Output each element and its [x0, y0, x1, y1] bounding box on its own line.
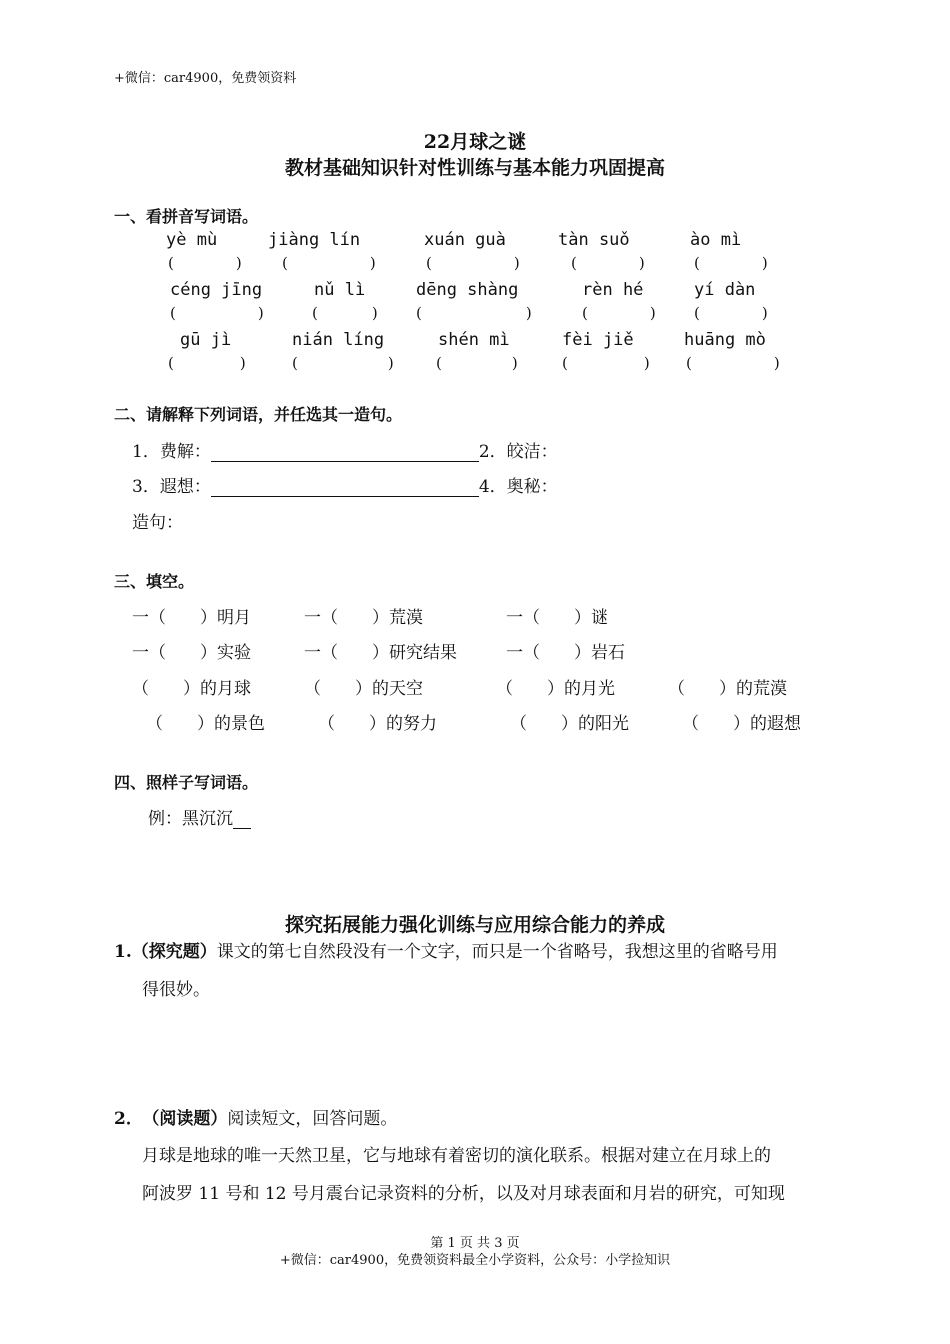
answer-blank[interactable]: ( )	[571, 254, 645, 272]
pinyin-word: dēng shàng	[416, 280, 519, 300]
fill-blank[interactable]: 一（ ）研究结果	[304, 643, 457, 663]
pinyin-word: shén mì	[438, 330, 510, 350]
example-text: 例：黑沉沉	[148, 809, 233, 829]
pinyin-word: fèi jiě	[562, 330, 634, 350]
fill-blank[interactable]: （ ）的努力	[318, 714, 437, 734]
section-3-heading: 三、填空。	[114, 572, 195, 591]
fill-blank[interactable]: （ ）的天空	[304, 679, 423, 699]
answer-blank[interactable]: ( )	[562, 354, 650, 372]
fill-blank[interactable]: （ ）的月光	[496, 679, 615, 699]
pinyin-word: nǔ lì	[314, 280, 366, 300]
q2-tag: （阅读题）	[150, 1109, 228, 1129]
answer-blank[interactable]: ( )	[582, 304, 656, 322]
section-1-heading: 一、看拼音写词语。	[114, 207, 259, 226]
answer-blank[interactable]: ( )	[694, 304, 768, 322]
pinyin-word: rèn hé	[582, 280, 644, 300]
q1-continuation: 得很妙。	[142, 980, 210, 1000]
fill-blank[interactable]: （ ）的遐想	[682, 714, 801, 734]
lesson-title: 22月球之谜	[423, 131, 527, 153]
page-subtitle: 教材基础知识针对性训练与基本能力巩固提高	[284, 157, 665, 179]
page-number: 第 1 页 共 3 页	[430, 1236, 520, 1251]
pinyin-word: ào mì	[690, 230, 742, 250]
answer-line[interactable]	[211, 478, 479, 497]
define-item-1	[132, 437, 558, 462]
answer-blank[interactable]: ( )	[686, 354, 780, 372]
fill-blank[interactable]: （ ）的月球	[132, 679, 251, 699]
header-text: +微信：car4900，免费领资料	[114, 71, 297, 86]
answer-blank[interactable]: ( )	[170, 304, 264, 322]
define-label: 3．遐想：	[132, 477, 211, 497]
q2-number: 2．	[114, 1109, 143, 1129]
fill-blank[interactable]: 一（ ）实验	[132, 643, 251, 663]
fill-blank[interactable]: 一（ ）明月	[132, 608, 251, 628]
fill-blank[interactable]: 一（ ）荒漠	[304, 608, 423, 628]
passage-line: 阿波罗 11 号和 12 号月震台记录资料的分析，以及对月球表面和月岩的研究，可知现	[142, 1184, 785, 1204]
q1-tag: （探究题）	[131, 942, 217, 962]
question-2	[114, 1104, 397, 1129]
passage-line: 月球是地球的唯一天然卫星，它与地球有着密切的演化联系。根据对建立在月球上的	[142, 1146, 771, 1166]
define-label: 1．费解：	[132, 442, 211, 462]
answer-line[interactable]	[211, 443, 479, 462]
pinyin-word: nián líng	[292, 330, 385, 350]
q2-text: 阅读短文，回答问题。	[227, 1109, 398, 1129]
example-line	[233, 810, 251, 829]
pinyin-word: yè mù	[166, 230, 218, 250]
pinyin-word: huāng mò	[684, 330, 766, 350]
answer-blank[interactable]: ( )	[168, 254, 242, 272]
pinyin-word: gū jì	[180, 330, 232, 350]
fill-blank[interactable]: （ ）的荒漠	[668, 679, 787, 699]
section-4-heading: 四、照样子写词语。	[114, 773, 259, 792]
footer-text: +微信：car4900，免费领资料最全小学资料，公众号：小学捡知识	[279, 1253, 671, 1268]
question-1	[114, 937, 778, 962]
define-label: 4．奥秘：	[478, 477, 558, 497]
define-label: 2．皎洁：	[478, 442, 558, 462]
answer-blank[interactable]: ( )	[168, 354, 246, 372]
answer-blank[interactable]: ( )	[312, 304, 378, 322]
section-2-heading: 二、请解释下列词语，并任选其一造句。	[114, 405, 403, 424]
example-word	[148, 804, 251, 829]
answer-blank[interactable]: ( )	[416, 304, 532, 322]
answer-blank[interactable]: ( )	[436, 354, 518, 372]
sentence-label: 造句：	[132, 513, 183, 533]
pinyin-word: céng jīng	[170, 280, 263, 300]
answer-blank[interactable]: ( )	[426, 254, 520, 272]
fill-blank[interactable]: 一（ ）谜	[506, 608, 608, 628]
pinyin-word: xuán guà	[424, 230, 506, 250]
pinyin-word: jiàng lín	[268, 230, 361, 250]
fill-blank[interactable]: （ ）的景色	[146, 714, 265, 734]
answer-blank[interactable]: ( )	[292, 354, 394, 372]
fill-blank[interactable]: （ ）的阳光	[510, 714, 629, 734]
define-item-3	[132, 472, 558, 497]
extension-title: 探究拓展能力强化训练与应用综合能力的养成	[284, 914, 665, 936]
pinyin-word: yí dàn	[694, 280, 756, 300]
answer-blank[interactable]: ( )	[282, 254, 376, 272]
fill-blank[interactable]: 一（ ）岩石	[506, 643, 625, 663]
pinyin-word: tàn suǒ	[558, 230, 630, 250]
q1-text: 课文的第七自然段没有一个文字，而只是一个省略号，我想这里的省略号用	[216, 942, 778, 962]
answer-blank[interactable]: ( )	[694, 254, 768, 272]
q1-number: 1.	[114, 942, 132, 962]
